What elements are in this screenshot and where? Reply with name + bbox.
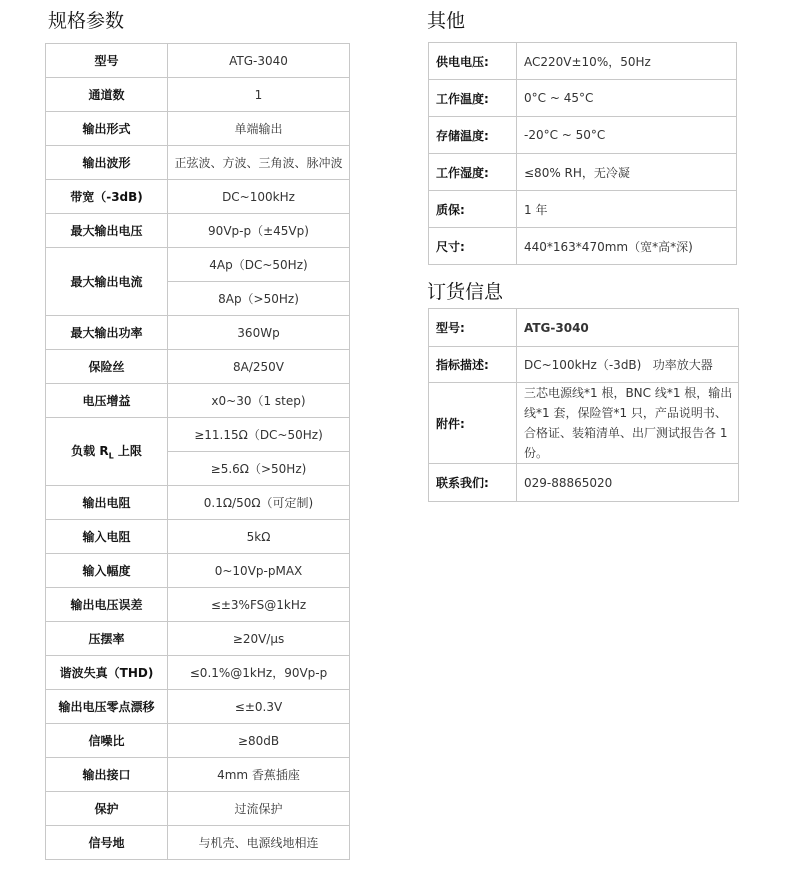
spec-value: DC~100kHz — [168, 180, 350, 214]
table-row — [46, 418, 350, 452]
spec-value: 0.1Ω/50Ω（可定制) — [168, 486, 350, 520]
order-value: 三芯电源线*1 根，BNC 线*1 根，输出线*1 套，保险管*1 只，产品说明书、合格证、装箱清单、出厂测试报告各 1 份。 — [517, 383, 739, 464]
table-row — [46, 690, 350, 724]
other-title: 其他 — [427, 10, 466, 32]
table-row — [46, 112, 350, 146]
table-row — [46, 758, 350, 792]
order-table — [428, 308, 739, 502]
order-label: 联系我们: — [429, 464, 517, 502]
other-label: 工作湿度: — [429, 154, 517, 191]
other-value: 0°C ~ 45°C — [517, 80, 737, 117]
table-row — [46, 78, 350, 112]
table-row — [46, 724, 350, 758]
spec-label: 压摆率 — [46, 622, 168, 656]
spec-label: 输入幅度 — [46, 554, 168, 588]
order-value: 029-88865020 — [517, 464, 739, 502]
spec-label: 型号 — [46, 44, 168, 78]
spec-label: 输入电阻 — [46, 520, 168, 554]
load-label-post: 上限 — [113, 444, 142, 459]
table-row — [46, 622, 350, 656]
spec-label: 输出形式 — [46, 112, 168, 146]
order-label: 指标描述: — [429, 347, 517, 383]
order-label: 型号: — [429, 309, 517, 347]
order-value: DC~100kHz（-3dB) 功率放大器 — [517, 347, 739, 383]
spec-label: 保险丝 — [46, 350, 168, 384]
spec-label: 信噪比 — [46, 724, 168, 758]
table-row — [46, 588, 350, 622]
table-row — [46, 248, 350, 282]
spec-value: x0~30（1 step) — [168, 384, 350, 418]
spec-value: 90Vp-p（±45Vp) — [168, 214, 350, 248]
other-label: 供电电压: — [429, 43, 517, 80]
table-row — [46, 384, 350, 418]
other-value: 1 年 — [517, 191, 737, 228]
load-label-pre: 负载 R — [71, 444, 109, 459]
table-row — [429, 383, 739, 464]
table-row — [429, 228, 737, 265]
table-row — [46, 792, 350, 826]
spec-title: 规格参数 — [48, 10, 125, 32]
spec-label: 带宽（-3dB) — [46, 180, 168, 214]
other-value: -20°C ~ 50°C — [517, 117, 737, 154]
spec-label: 电压增益 — [46, 384, 168, 418]
order-title: 订货信息 — [427, 281, 504, 303]
other-label: 工作温度: — [429, 80, 517, 117]
spec-value: 1 — [168, 78, 350, 112]
table-row — [46, 554, 350, 588]
spec-label: 最大输出电压 — [46, 214, 168, 248]
other-label: 质保: — [429, 191, 517, 228]
spec-table — [45, 43, 350, 860]
table-row — [429, 347, 739, 383]
table-row — [46, 486, 350, 520]
spec-label: 输出电压零点漂移 — [46, 690, 168, 724]
spec-value: 与机壳、电源线地相连 — [168, 826, 350, 860]
spec-value: ≤±0.3V — [168, 690, 350, 724]
spec-value: 4Ap（DC~50Hz) — [168, 248, 350, 282]
spec-value: ATG-3040 — [168, 44, 350, 78]
table-row — [46, 520, 350, 554]
other-value: ≤80% RH，无冷凝 — [517, 154, 737, 191]
table-row — [429, 117, 737, 154]
spec-value: ≥5.6Ω（>50Hz) — [168, 452, 350, 486]
other-label: 尺寸: — [429, 228, 517, 265]
spec-value: 单端输出 — [168, 112, 350, 146]
spec-label: 最大输出功率 — [46, 316, 168, 350]
spec-label: 输出电阻 — [46, 486, 168, 520]
spec-value: 8A/250V — [168, 350, 350, 384]
order-value: ATG-3040 — [517, 309, 739, 347]
spec-value: 360Wp — [168, 316, 350, 350]
spec-value: 4mm 香蕉插座 — [168, 758, 350, 792]
spec-label: 输出波形 — [46, 146, 168, 180]
table-row — [429, 154, 737, 191]
table-row — [46, 656, 350, 690]
spec-label: 最大输出电流 — [46, 248, 168, 316]
spec-value: 0~10Vp-pMAX — [168, 554, 350, 588]
spec-value: 8Ap（>50Hz) — [168, 282, 350, 316]
table-row — [46, 826, 350, 860]
order-label: 附件: — [429, 383, 517, 464]
table-row — [46, 180, 350, 214]
other-table — [428, 42, 737, 265]
other-value: 440*163*470mm（宽*高*深) — [517, 228, 737, 265]
other-label: 存储温度: — [429, 117, 517, 154]
spec-value: 5kΩ — [168, 520, 350, 554]
table-row — [46, 316, 350, 350]
table-row — [429, 191, 737, 228]
load-label-sub: L — [108, 451, 114, 461]
table-row — [429, 464, 739, 502]
spec-value: ≥20V/μs — [168, 622, 350, 656]
spec-label: 谐波失真（THD) — [46, 656, 168, 690]
table-row — [46, 146, 350, 180]
table-row — [46, 350, 350, 384]
spec-value: ≥80dB — [168, 724, 350, 758]
spec-label-load — [46, 418, 168, 486]
spec-value: 过流保护 — [168, 792, 350, 826]
spec-label: 信号地 — [46, 826, 168, 860]
spec-label: 输出电压误差 — [46, 588, 168, 622]
table-row — [429, 80, 737, 117]
table-row — [429, 309, 739, 347]
spec-value: 正弦波、方波、三角波、脉冲波 — [168, 146, 350, 180]
spec-value: ≥11.15Ω（DC~50Hz) — [168, 418, 350, 452]
table-row — [46, 44, 350, 78]
spec-label: 通道数 — [46, 78, 168, 112]
other-value: AC220V±10%，50Hz — [517, 43, 737, 80]
spec-value: ≤0.1%@1kHz，90Vp-p — [168, 656, 350, 690]
spec-label: 保护 — [46, 792, 168, 826]
spec-value: ≤±3%FS@1kHz — [168, 588, 350, 622]
spec-label: 输出接口 — [46, 758, 168, 792]
table-row — [46, 214, 350, 248]
table-row — [429, 43, 737, 80]
